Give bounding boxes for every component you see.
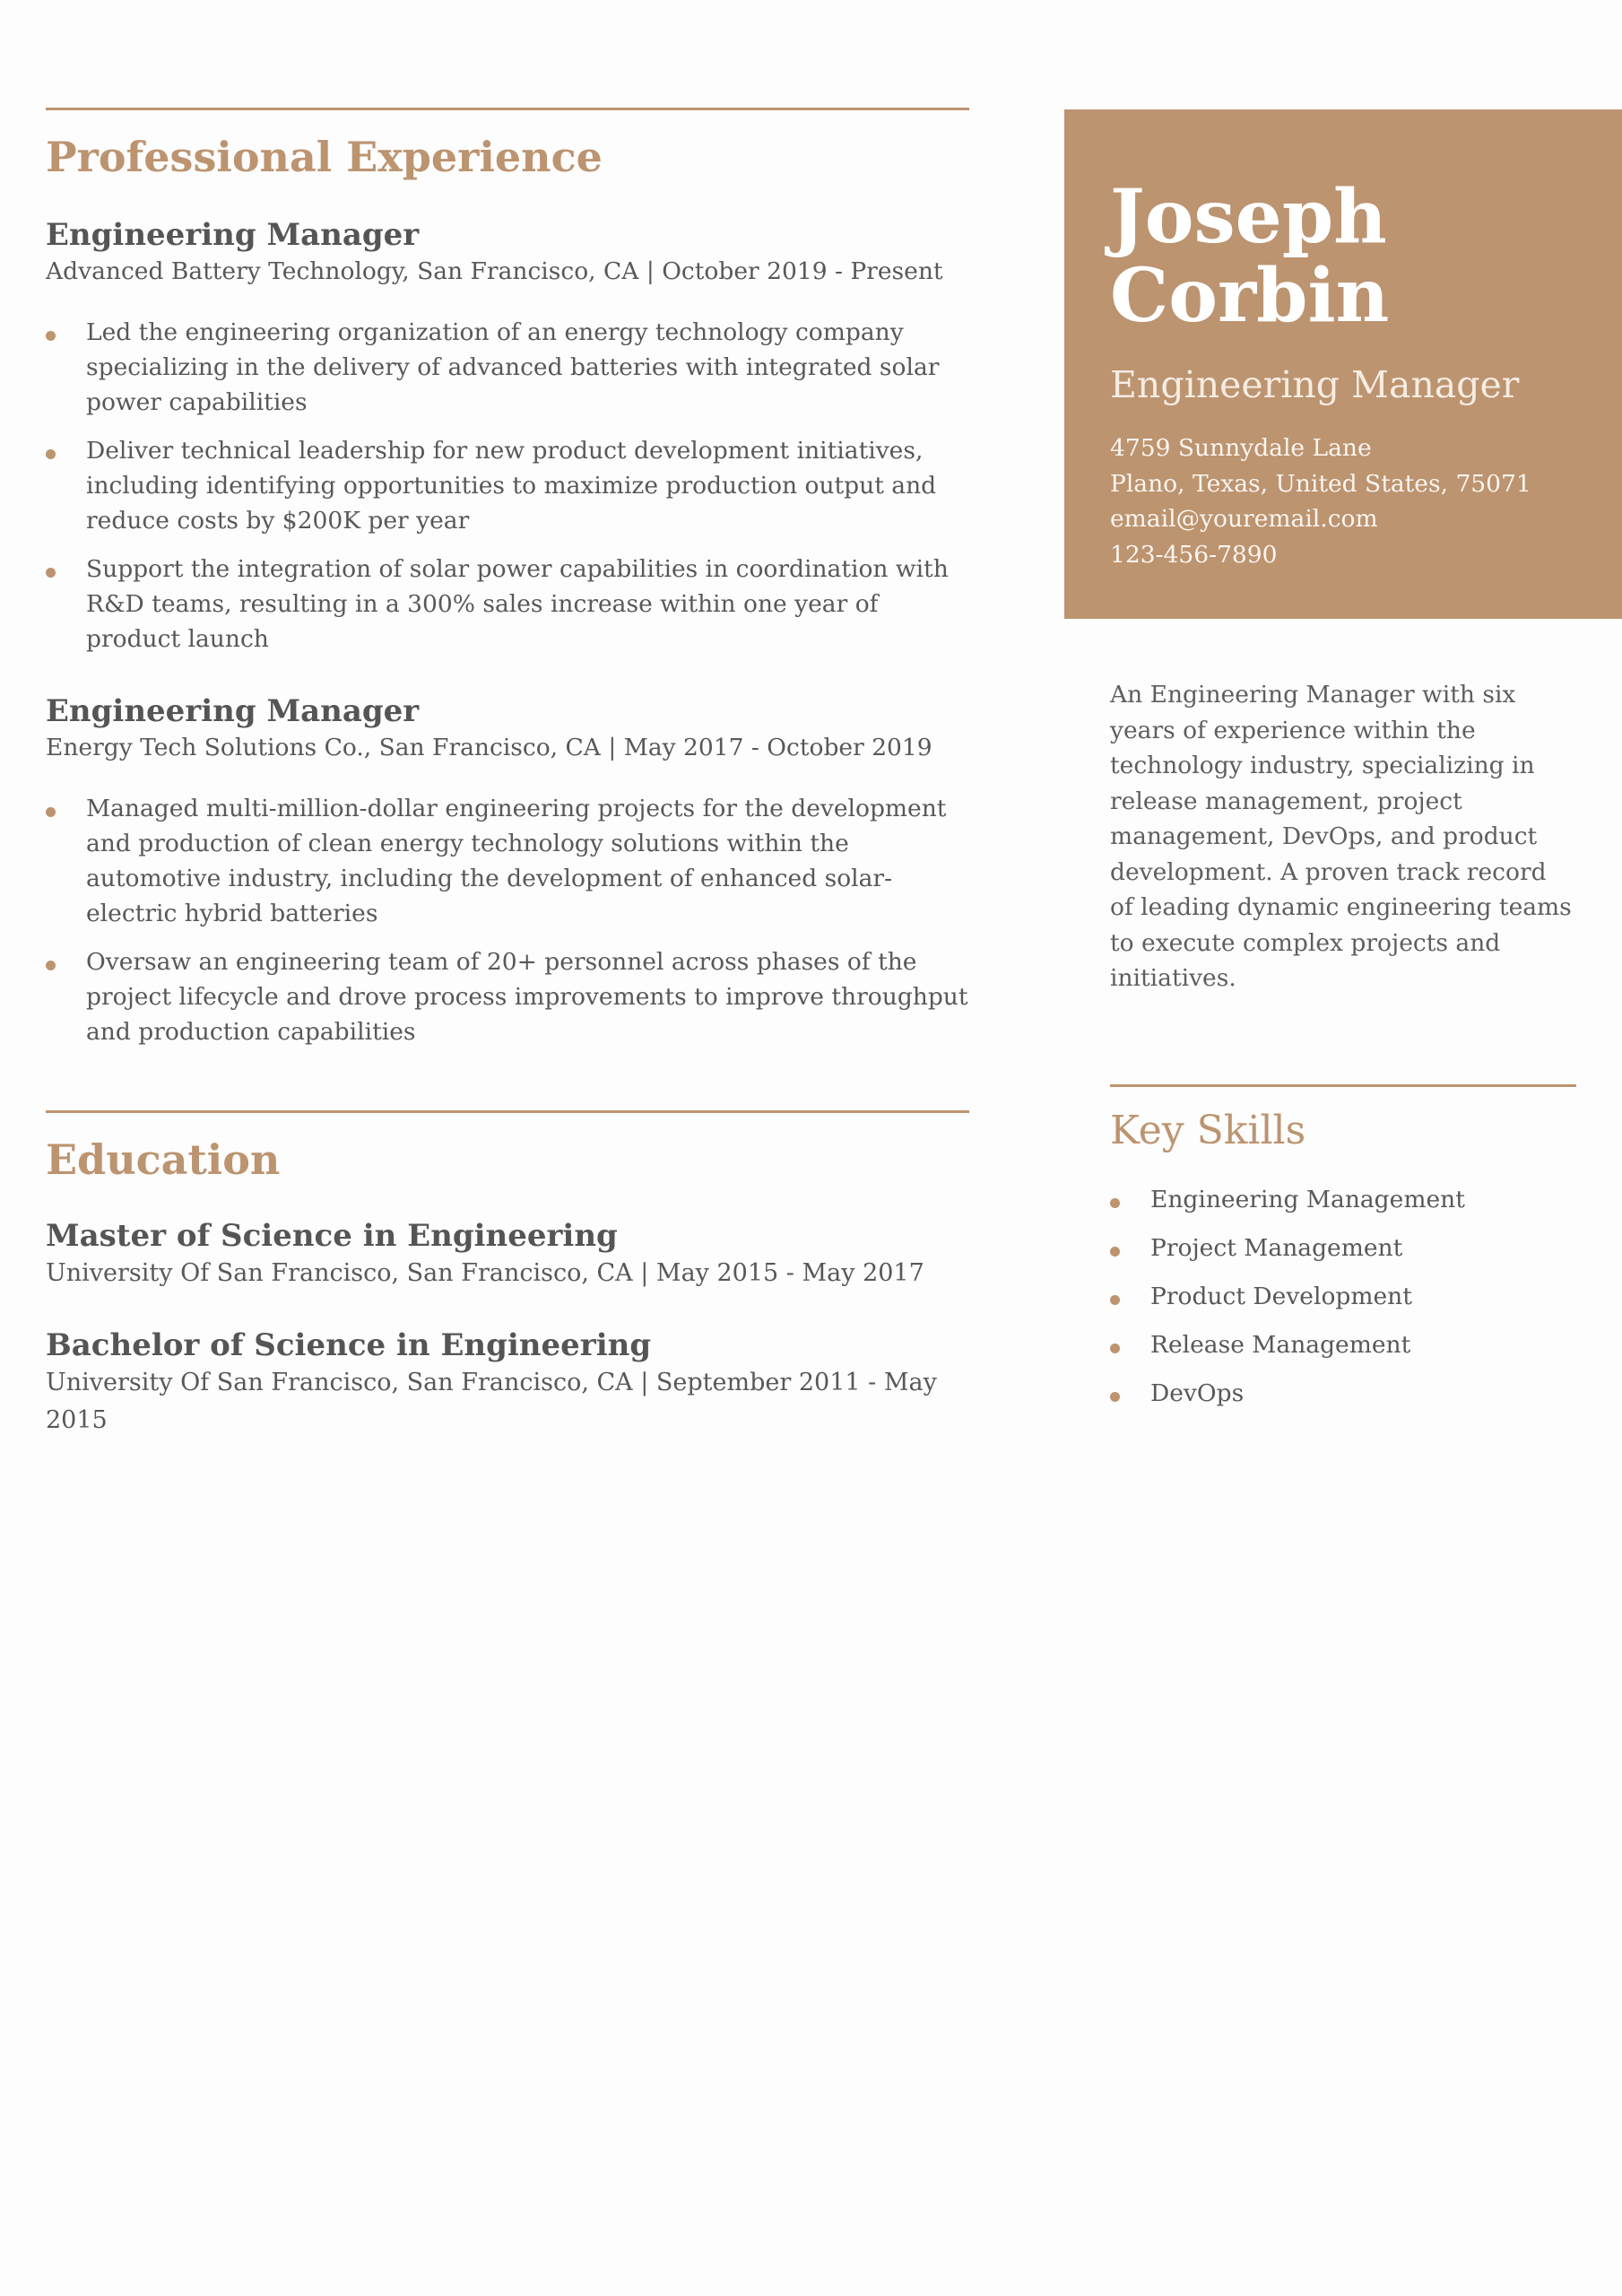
person-name [1110, 174, 1586, 339]
skill-text: Product Development [1150, 1282, 1412, 1310]
name-header [1064, 109, 1622, 619]
experience-heading: Professional Experience [46, 133, 603, 181]
job-title: Engineering Manager [46, 217, 420, 253]
education-section [46, 1110, 969, 1439]
skill-text: Engineering Management [1150, 1185, 1465, 1213]
bullet-icon [1110, 1392, 1120, 1402]
job-role: Engineering Manager [1110, 363, 1520, 406]
skill-item [1110, 1376, 1576, 1412]
degree-title: Master of Science in Engineering [46, 1218, 618, 1254]
skill-item [1110, 1279, 1576, 1315]
job-entry [46, 692, 969, 1049]
degree-entry [46, 1326, 969, 1439]
skills-section [1110, 1084, 1576, 1412]
job-company-dates: Advanced Battery Technology, San Francisco, CA | October 2019 - Present [46, 257, 943, 285]
skill-item [1110, 1182, 1576, 1218]
bullet-text: Oversaw an engineering team of 20+ personnel across phases of the project lifecycle and drove process improvements to improve throughput and production capabilities [86, 948, 968, 1046]
bullet-text: Managed multi-million-dollar engineering projects for the development and production of clean energy technology solutions within the automotive industry, including the development of enhanced solar-electric hybrid batteries [86, 795, 947, 927]
job-bullet [46, 433, 969, 538]
bullet-icon [46, 807, 56, 817]
bullet-icon [46, 568, 56, 578]
first-name: Joseph [1110, 174, 1387, 260]
bullet-icon [46, 449, 56, 459]
job-company-dates: Energy Tech Solutions Co., San Francisco, CA | May 2017 - October 2019 [46, 734, 932, 761]
skill-text: Project Management [1150, 1233, 1403, 1262]
profile-summary: An Engineering Manager with six years of experience within the technology industry, specializing in release management, project management, DevOps, and product development. A proven track record of leading dynamic engineering teams to execute complex projects and initiatives. [1110, 681, 1572, 992]
phone: 123-456-7890 [1110, 540, 1278, 569]
bullet-icon [1110, 1247, 1120, 1257]
bullet-text: Led the engineering organization of an energy technology company specializing in the delivery of advanced batteries with integrated solar power capabilities [86, 318, 940, 416]
skill-item [1110, 1327, 1576, 1363]
job-bullet [46, 944, 969, 1049]
degree-school-dates: University Of San Francisco, San Francisco, CA | May 2015 - May 2017 [46, 1259, 924, 1287]
bullet-icon [1110, 1295, 1120, 1305]
job-bullet [46, 315, 969, 420]
job-entry [46, 216, 969, 657]
job-title: Engineering Manager [46, 693, 420, 729]
last-name: Corbin [1110, 253, 1390, 339]
skills-list [1110, 1182, 1576, 1412]
skills-heading: Key Skills [1110, 1107, 1306, 1153]
contact-info [1110, 430, 1586, 572]
degree-entry [46, 1217, 969, 1292]
main-column [46, 108, 969, 1439]
section-divider [46, 1110, 969, 1113]
degree-school-dates: University Of San Francisco, San Francisco, CA | September 2011 - May 2015 [46, 1369, 937, 1434]
bullet-icon [46, 331, 56, 341]
degree-title: Bachelor of Science in Engineering [46, 1327, 652, 1363]
job-bullet [46, 791, 969, 931]
experience-section [46, 108, 969, 1049]
job-bullet [46, 552, 969, 657]
section-divider [46, 108, 969, 110]
job-bullets [46, 315, 969, 657]
email: email@youremail.com [1110, 505, 1378, 533]
bullet-icon [46, 961, 56, 970]
bullet-icon [1110, 1198, 1120, 1208]
address-line-2: Plano, Texas, United States, 75071 [1110, 469, 1531, 498]
job-bullets [46, 791, 969, 1049]
bullet-icon [1110, 1344, 1120, 1353]
skill-text: DevOps [1150, 1378, 1245, 1407]
address-line-1: 4759 Sunnydale Lane [1110, 434, 1372, 462]
bullet-text: Support the integration of solar power capabilities in coordination with R&D teams, resulting in a 300% sales increase within one year of product launch [86, 555, 949, 653]
skill-text: Release Management [1150, 1330, 1411, 1359]
skill-item [1110, 1231, 1576, 1266]
bullet-text: Deliver technical leadership for new product development initiatives, including identifying opportunities to maximize production output and reduce costs by $200K per year [86, 437, 937, 535]
section-divider [1110, 1084, 1576, 1087]
side-column [1110, 677, 1576, 1424]
education-heading: Education [46, 1135, 281, 1184]
